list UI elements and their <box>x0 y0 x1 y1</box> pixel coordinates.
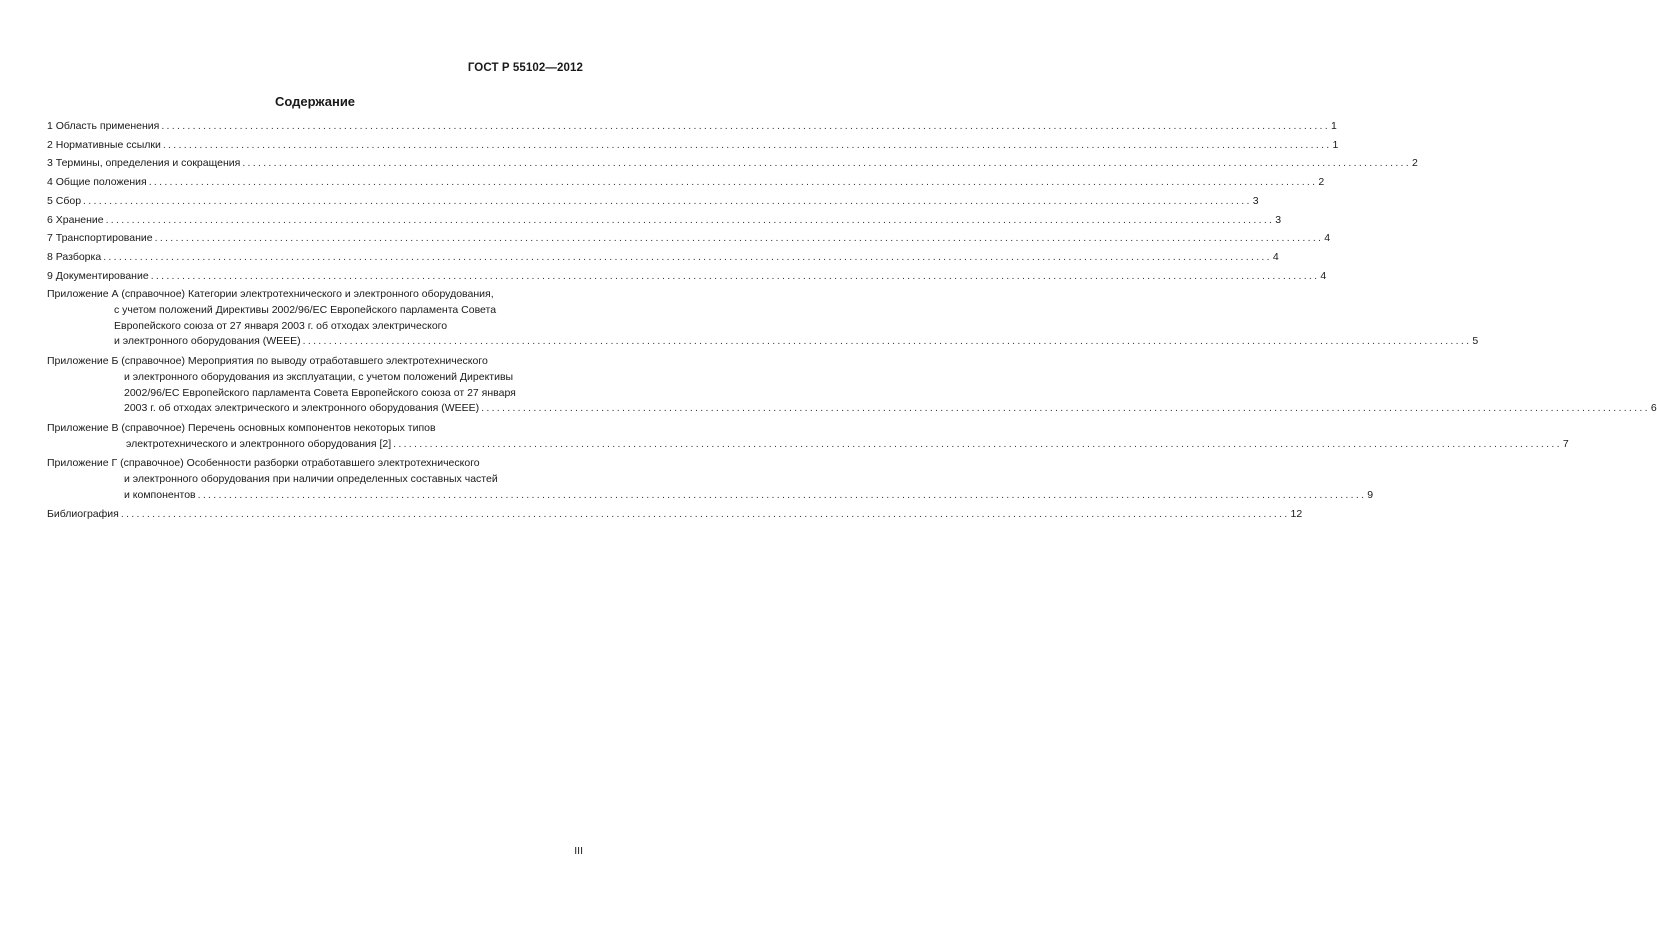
toc-page-number: 6 <box>1650 402 1657 415</box>
toc-entry-label-continued: Европейского союза от 27 января 2003 г. об отходах электрического <box>114 319 448 332</box>
toc-entry-bibliography[interactable] <box>47 507 1303 523</box>
toc-entry-transport[interactable] <box>47 231 1331 247</box>
toc-entry-storage[interactable] <box>47 213 1282 229</box>
toc-entry-label: Библиография <box>47 508 119 521</box>
toc-entry-label-continued: с учетом положений Директивы 2002/96/ЕС Европейского парламента Совета <box>114 304 497 317</box>
toc-entry-label: 2 Нормативные ссылки <box>47 138 161 151</box>
dot-leader: ................................................................................................................................................................................................................................ <box>83 194 1252 207</box>
toc-entry-label-continued: 2002/96/ЕС Европейского парламента Совета Европейского союза от 27 января <box>124 386 516 399</box>
toc-page-number: 1 <box>1332 138 1339 151</box>
dot-leader: ................................................................................................................................................................................................................................ <box>481 402 1650 415</box>
toc-entry-appendix-a[interactable] <box>47 287 1479 350</box>
toc-entry-label: Приложение Г (справочное) Особенности разборки отработавшего электротехнического <box>47 457 480 470</box>
toc-page-number: 2 <box>1412 157 1418 170</box>
toc-entry-label: 5 Сбор <box>47 194 82 207</box>
toc-entry-label: Приложение А (справочное) Категории электротехнического и электронного оборудования, <box>47 288 494 301</box>
toc-entry-label: 7 Транспортирование <box>47 232 153 245</box>
dot-leader: ................................................................................................................................................................................................................................ <box>162 138 1332 151</box>
toc-page-number: 3 <box>1252 194 1259 207</box>
toc-entry-label-continued: 2003 г. об отходах электрического и электронного оборудования (WEEE) <box>124 402 480 415</box>
toc-entry-general[interactable] <box>47 175 1325 191</box>
dot-leader: ................................................................................................................................................................................................................................ <box>120 508 1290 521</box>
toc-entry-references[interactable] <box>47 138 1339 154</box>
toc-entry-label-continued: и электронного оборудования при наличии определенных составных частей <box>124 473 498 486</box>
toc-entry-scope[interactable] <box>47 119 1337 135</box>
toc-entry-label: 1 Область применения <box>47 120 160 132</box>
dot-leader: ................................................................................................................................................................................................................................ <box>103 250 1272 263</box>
toc-page-number: 5 <box>1472 335 1479 348</box>
toc-entry-label: 9 Документирование <box>47 269 149 282</box>
dot-leader: ................................................................................................................................................................................................................................ <box>150 269 1320 282</box>
dot-leader: ................................................................................................................................................................................................................................ <box>154 232 1324 245</box>
toc-page-number: 12 <box>1290 508 1303 521</box>
toc-entry-label: 8 Разборка <box>47 250 102 263</box>
toc-page-number: 2 <box>1318 176 1325 189</box>
dot-leader: ................................................................................................................................................................................................................................ <box>242 157 1411 170</box>
toc-page-number: 4 <box>1320 269 1327 282</box>
toc-entry-documentation[interactable] <box>47 269 1327 285</box>
toc-entry-disassembly[interactable] <box>47 250 1279 266</box>
toc-page-number: 4 <box>1272 250 1279 263</box>
toc-title: Содержание <box>274 94 356 109</box>
toc-entry-label-continued: и компонентов <box>124 488 196 501</box>
toc-entry-label: 6 Хранение <box>47 213 104 226</box>
toc-page-number: 1 <box>1331 120 1337 132</box>
toc-entry-label: Приложение В (справочное) Перечень основных компонентов некоторых типов <box>47 421 436 434</box>
dot-leader: ................................................................................................................................................................................................................................ <box>393 437 1562 450</box>
dot-leader: ................................................................................................................................................................................................................................ <box>105 213 1275 226</box>
toc-entry-label: 3 Термины, определения и сокращения <box>47 157 241 170</box>
toc-page-number: 3 <box>1275 213 1282 226</box>
toc-entry-label-continued: электротехнического и электронного оборудования [2] <box>126 437 392 450</box>
dot-leader: ................................................................................................................................................................................................................................ <box>197 488 1367 501</box>
toc-page-number: 4 <box>1324 232 1331 245</box>
toc-entry-collection[interactable] <box>47 194 1259 210</box>
document-code: ГОСТ Р 55102—2012 <box>467 62 583 74</box>
dot-leader: ................................................................................................................................................................................................................................ <box>161 120 1330 132</box>
toc-entry-label: Приложение Б (справочное) Мероприятия по выводу отработавшего электротехнического <box>47 355 488 368</box>
dot-leader: ................................................................................................................................................................................................................................ <box>148 176 1318 189</box>
toc-page-number: 9 <box>1367 488 1374 501</box>
toc-page-number: 7 <box>1562 437 1569 450</box>
toc-entry-appendix-g[interactable] <box>47 456 1374 503</box>
dot-leader: ................................................................................................................................................................................................................................ <box>302 335 1472 348</box>
toc-entry-label: 4 Общие положения <box>47 176 147 189</box>
table-of-contents <box>47 119 1657 523</box>
page-number: III <box>574 845 583 857</box>
toc-entry-appendix-v[interactable] <box>47 421 1569 452</box>
toc-entry-label-continued: и электронного оборудования (WEEE) <box>114 335 301 348</box>
toc-entry-label-continued: и электронного оборудования из эксплуатации, с учетом положений Директивы <box>124 370 514 383</box>
toc-entry-appendix-b[interactable] <box>47 354 1657 417</box>
toc-entry-terms[interactable] <box>47 156 1418 172</box>
